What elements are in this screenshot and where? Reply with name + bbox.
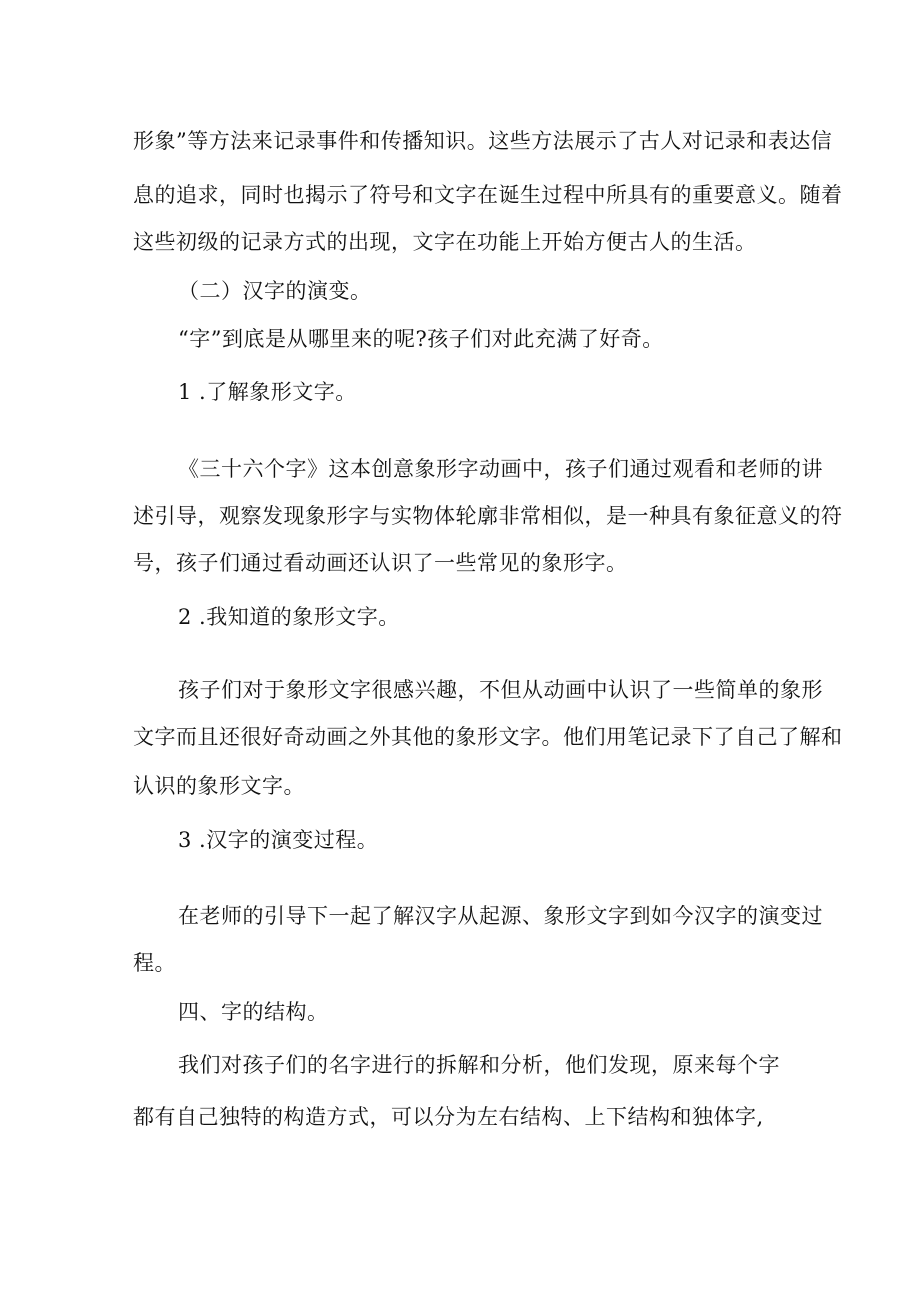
paragraph-4-line-3: 认识的象形文字。 bbox=[133, 774, 305, 798]
paragraph-3-line-2: 述引导，观察发现象形字与实物体轮廓非常相似，是一种具有象征意义的符 bbox=[133, 504, 843, 528]
paragraph-2-line-1: “字”到底是从哪里来的呢?孩子们对此充满了好奇。 bbox=[178, 327, 664, 351]
subheading-2: 2 .我知道的象形文字。 bbox=[178, 605, 400, 629]
paragraph-1-line-3: 这些初级的记录方式的出现，文字在功能上开始方便古人的生活。 bbox=[133, 230, 757, 254]
subheading-3: 3 .汉字的演变过程。 bbox=[178, 828, 379, 852]
paragraph-5-line-2: 程。 bbox=[133, 951, 176, 975]
paragraph-6-line-1: 我们对孩子们的名字进行的拆解和分析，他们发现，原来每个字 bbox=[178, 1053, 780, 1077]
paragraph-6-line-2: 都有自己独特的构造方式，可以分为左右结构、上下结构和独体字, bbox=[133, 1105, 764, 1129]
paragraph-4-line-1: 孩子们对于象形文字很感兴趣，不但从动画中认识了一些简单的象形 bbox=[178, 678, 823, 702]
paragraph-4-line-2: 文字而且还很好奇动画之外其他的象形文字。他们用笔记录下了自己了解和 bbox=[133, 725, 843, 749]
subheading-1: 1 .了解象形文字。 bbox=[178, 380, 357, 404]
section-heading-evolution: （二）汉字的演变。 bbox=[178, 279, 372, 303]
paragraph-5-line-1: 在老师的引导下一起了解汉字从起源、象形文字到如今汉字的演变过 bbox=[178, 904, 823, 928]
paragraph-1-line-1: 形象”等方法来记录事件和传播知识。这些方法展示了古人对记录和表达信 bbox=[133, 129, 833, 153]
paragraph-1-line-2: 息的追求，同时也揭示了符号和文字在诞生过程中所具有的重要意义。随着 bbox=[133, 183, 843, 207]
section-heading-structure: 四、字的结构。 bbox=[178, 1000, 329, 1024]
paragraph-3-line-1: 《三十六个字》这本创意象形字动画中，孩子们通过观看和老师的讲 bbox=[178, 457, 823, 481]
paragraph-3-line-3: 号，孩子们通过看动画还认识了一些常见的象形字。 bbox=[133, 551, 628, 575]
